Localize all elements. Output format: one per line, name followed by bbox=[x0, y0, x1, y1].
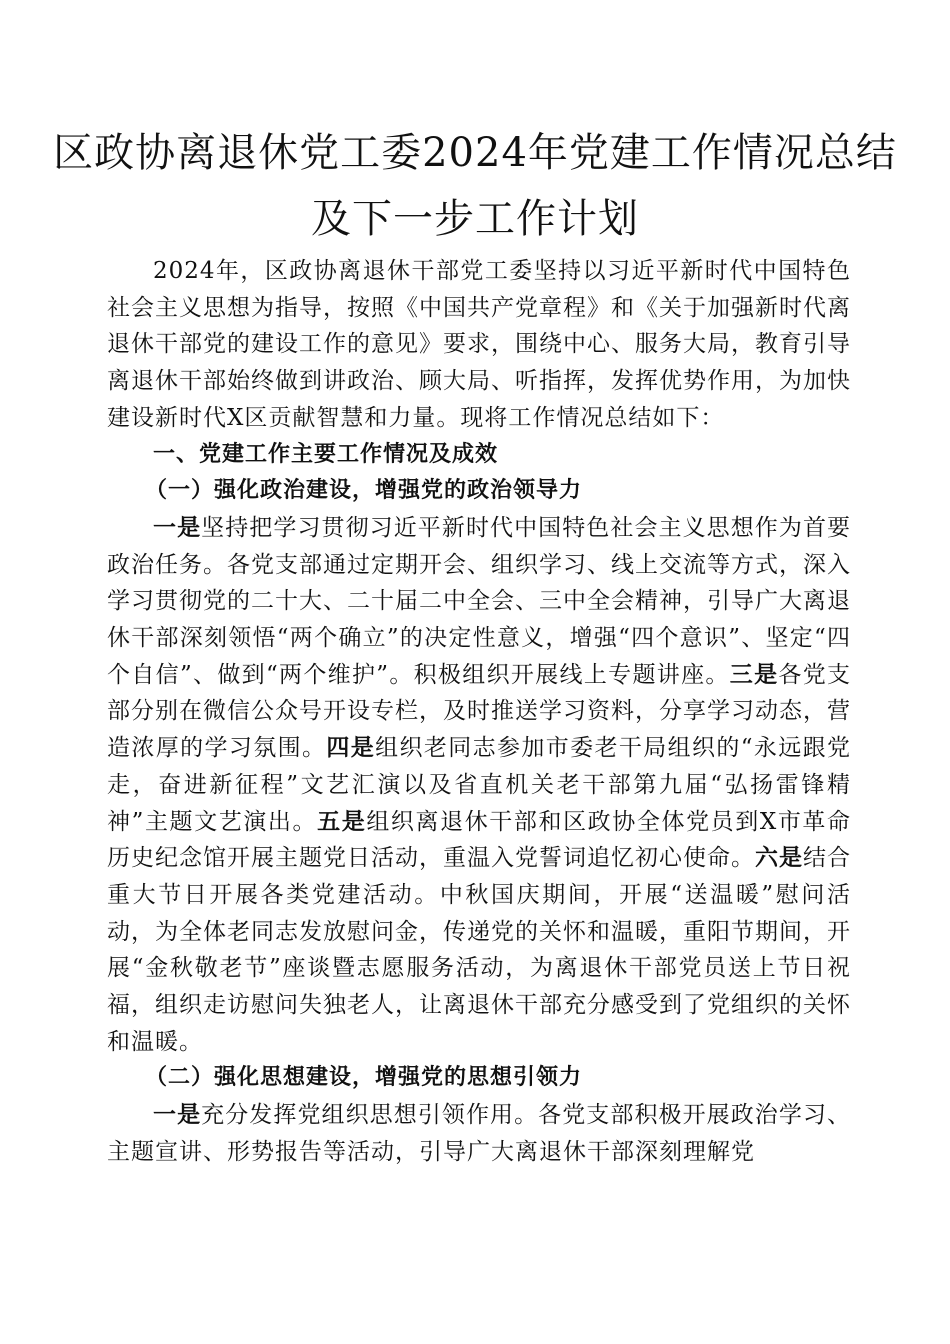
document-title-line1: 区政协离退休党工委2024年党建工作情况总结 bbox=[53, 130, 897, 176]
subsection1-paragraph bbox=[107, 510, 851, 1061]
point-text-1: 坚持把学习贯彻习近平新时代中国特色社会主义思想作为首要政治任务。各党支部通过定期开会、组织学习、线上交流等方式，深入学习贯彻党的二十大、二十届二中全会、三中全会精神，引导广大离退休干部深刻领悟“两个确立”的决定性意义，增强“四个意识”、坚定“四个自信”、做到“两个维护”。积极组织开展线上专题讲座。 bbox=[107, 514, 852, 688]
subsection1-heading: （一）强化政治建设，增强党的政治领导力 bbox=[145, 478, 583, 504]
point-text-5: 组织离退休干部和区政协全体党员到X市革命历史纪念馆开展主题党日活动，重温入党誓词追忆初心使命。 bbox=[107, 808, 852, 872]
point2-text-1: 充分发挥党组织思想引领作用。各党支部积极开展政治学习、主题宣讲、形势报告等活动，引导广大离退休干部深刻理解党 bbox=[107, 1102, 852, 1165]
subsection2-heading: （二）强化思想建设，增强党的思想引领力 bbox=[145, 1065, 583, 1091]
document-title-line2: 及下一步工作计划 bbox=[311, 196, 639, 242]
point-text-4: 组织老同志参加市委老干局组织的“永远跟党走，奋进新征程”文艺汇演以及省直机关老干部第九届“弘扬雷锋精神”主题文艺演出。 bbox=[107, 735, 851, 835]
point-lead-6: 六是 bbox=[755, 845, 803, 872]
point-lead-1: 一是 bbox=[153, 514, 202, 541]
intro-paragraph: 2024年，区政协离退休干部党工委坚持以习近平新时代中国特色社会主义思想为指导，按照《中国共产党章程》和《关于加强新时代离退休干部党的建设工作的意见》要求，围绕中心、服务大局，教育引导离退休干部始终做到讲政治、顾大局、听指挥，发挥优势作用，为加快建设新时代X区贡献智慧和力量。现将工作情况总结如下： bbox=[107, 258, 851, 431]
point-text-6: 结合重大节日开展各类党建活动。中秋国庆期间，开展“送温暖”慰问活动，为全体老同志发放慰问金，传递党的关怀和温暖，重阳节期间，开展“金秋敬老节”座谈暨志愿服务活动，为离退休干部党员送上节日祝福，组织走访慰问失独老人，让离退休干部充分感受到了党组织的关怀和温暖。 bbox=[107, 845, 851, 1055]
section1-heading: 一、党建工作主要工作情况及成效 bbox=[153, 441, 499, 467]
document-body bbox=[107, 253, 851, 1171]
point2-lead-1: 一是 bbox=[153, 1102, 202, 1129]
point-text-3: 各党支部分别在微信公众号开设专栏，及时推送学习资料，分享学习动态，营造浓厚的学习氛围。 bbox=[107, 661, 852, 762]
point-lead-4: 四是 bbox=[326, 735, 376, 762]
point-lead-5: 五是 bbox=[317, 808, 367, 835]
point-lead-3: 三是 bbox=[729, 661, 779, 688]
subsection2-paragraph bbox=[107, 1097, 851, 1170]
